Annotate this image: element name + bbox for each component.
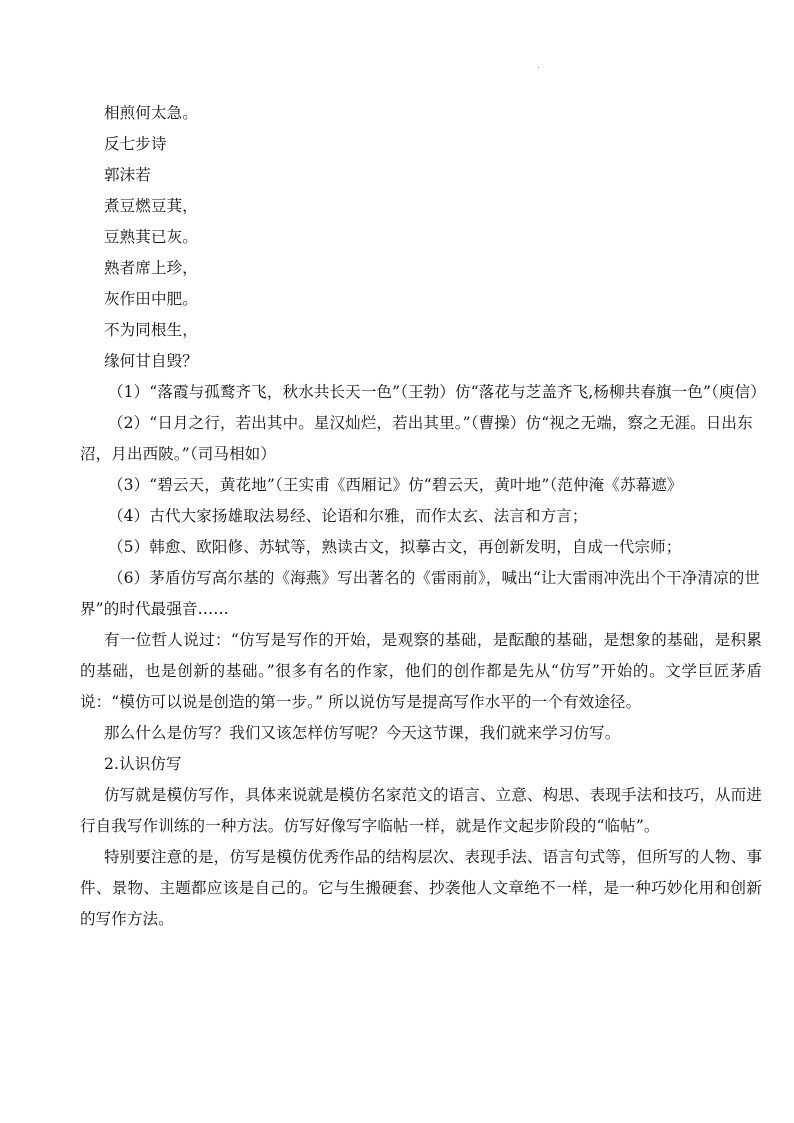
page-mark: . (537, 61, 540, 71)
example-item-2: （2）“日月之行，若出其中。星汉灿烂，若出其里。”（曹操）仿“视之无端，察之无涯。日出东沼，月出西陂。”（司马相如） (80, 414, 753, 463)
poem-line: 熟者席上珍， (104, 259, 198, 277)
example-item-5: （5）韩愈、欧阳修、苏轼等，熟读古文，拟摹古文，再创新发明，自成一代宗师； (108, 538, 682, 556)
poem-author: 郭沫若 (104, 166, 151, 184)
poem-block (80, 98, 762, 377)
examples-list (80, 377, 766, 625)
poem-line: 煮豆燃豆萁， (104, 197, 198, 215)
example-item-1: （1）“落霞与孤鹜齐飞，秋水共长天一色”（王勃）仿“落花与芝盖齐飞,杨柳共春旗一色”（庾信） (108, 383, 766, 401)
paragraph-definition: 仿写就是模仿写作，具体来说就是模仿名家范文的语言、立意、构思、表现手法和技巧，从而进行自我写作训练的一种方法。仿写好像写字临帖一样，就是作文起步阶段的“临帖”。 (80, 786, 762, 835)
example-item-4: （4）古代大家扬雄取法易经、论语和尔雅，而作太玄、法言和方言； (108, 507, 588, 525)
poem-line: 豆熟萁已灰。 (104, 228, 198, 246)
paragraph-quote: 有一位哲人说过：“仿写是写作的开始，是观察的基础，是酝酿的基础，是想象的基础，是积累的基础，也是创新的基础。”很多有名的作家，他们的创作都是先从“仿写”开始的。文学巨匠茅盾说：“模仿可以说是创造的第一步。” 所以说仿写是提高写作水平的一个有效途径。 (80, 631, 762, 711)
poem-line: 不为同根生， (104, 321, 198, 339)
document-body (80, 98, 766, 935)
example-item-6: （6）茅盾仿写高尔基的《海燕》写出著名的《雷雨前》，喊出“让大雷雨冲洗出个干净清凉的世界”的时代最强音…… (80, 569, 760, 618)
paragraph-question: 那么什么是仿写？我们又该怎样仿写呢？今天这节课，我们就来学习仿写。 (104, 724, 621, 742)
section-heading: 2.认识仿写 (104, 755, 182, 773)
poem-title: 反七步诗 (104, 135, 167, 153)
paragraph-note: 特别要注意的是，仿写是模仿优秀作品的结构层次、表现手法、语言句式等，但所写的人物、事件、景物、主题都应该是自己的。它与生搬硬套、抄袭他人文章绝不一样，是一种巧妙化用和创新的写作方法。 (80, 848, 762, 928)
poem-line: 缘何甘自毁？ (104, 352, 198, 370)
example-item-3: （3）“碧云天，黄花地”（王实甫《西厢记》仿“碧云天，黄叶地”（范仲淹《苏幕遮》 (108, 476, 683, 494)
poem-line: 灰作田中肥。 (104, 290, 198, 308)
poem-line: 相煎何太急。 (104, 104, 198, 122)
